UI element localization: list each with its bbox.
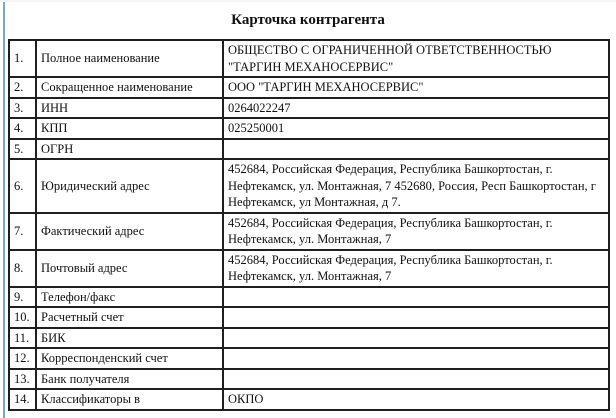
- document-page: [8, 10, 608, 411]
- table-row: [9, 287, 609, 308]
- row-label: Юридический адрес: [36, 159, 223, 213]
- row-value: 452684, Российская Федерация, Республика Башкортостан, г. Нефтекамск, ул. Монтажная, 7 452680, Россия, Респ Башкортостан, г Нефтекамск, ул Монтажная, д 7.: [223, 159, 609, 213]
- row-number: 1.: [9, 40, 36, 77]
- row-value: [223, 328, 609, 349]
- table-row: [9, 389, 609, 410]
- table-row: [9, 369, 609, 390]
- row-value: [223, 139, 609, 160]
- table-row: [9, 307, 609, 328]
- row-number: 6.: [9, 159, 36, 213]
- row-label: Классификаторы в: [36, 389, 223, 410]
- table-row: [9, 348, 609, 369]
- row-value: 025250001: [223, 118, 609, 139]
- row-label: Полное наименование: [36, 40, 223, 77]
- row-number: 8.: [9, 250, 36, 287]
- row-label: ИНН: [36, 98, 223, 119]
- row-value: [223, 287, 609, 308]
- table-row: [9, 250, 609, 287]
- row-label: ОГРН: [36, 139, 223, 160]
- page-edge-line: [3, 2, 5, 418]
- contractor-table-body: [9, 40, 609, 410]
- table-row: [9, 328, 609, 349]
- row-label: КПП: [36, 118, 223, 139]
- row-label: БИК: [36, 328, 223, 349]
- table-row: [9, 77, 609, 98]
- table-row: [9, 118, 609, 139]
- row-number: 2.: [9, 77, 36, 98]
- table-row: [9, 213, 609, 250]
- row-label: Сокращенное наименование: [36, 77, 223, 98]
- table-row: [9, 98, 609, 119]
- row-number: 14.: [9, 389, 36, 410]
- row-value: ОКПО: [223, 389, 609, 410]
- row-label: Расчетный счет: [36, 307, 223, 328]
- row-number: 3.: [9, 98, 36, 119]
- row-number: 5.: [9, 139, 36, 160]
- row-number: 10.: [9, 307, 36, 328]
- row-label: Фактический адрес: [36, 213, 223, 250]
- row-number: 9.: [9, 287, 36, 308]
- page-title: Карточка контрагента: [231, 12, 385, 28]
- table-row: [9, 159, 609, 213]
- row-value: [223, 348, 609, 369]
- row-value: 452684, Российская Федерация, Республика Башкортостан, г. Нефтекамск, ул. Монтажная, 7: [223, 250, 609, 287]
- row-number: 4.: [9, 118, 36, 139]
- row-value: ООО "ТАРГИН МЕХАНОСЕРВИС": [223, 77, 609, 98]
- row-value: [223, 307, 609, 328]
- row-number: 13.: [9, 369, 36, 390]
- table-row: [9, 139, 609, 160]
- row-label: Банк получателя: [36, 369, 223, 390]
- row-number: 7.: [9, 213, 36, 250]
- row-number: 11.: [9, 328, 36, 349]
- row-value: 452684, Российская Федерация, Республика Башкортостан, г. Нефтекамск, ул. Монтажная, 7: [223, 213, 609, 250]
- row-label: Почтовый адрес: [36, 250, 223, 287]
- row-label: Телефон/факс: [36, 287, 223, 308]
- row-value: [223, 369, 609, 390]
- row-value: ОБЩЕСТВО С ОГРАНИЧЕННОЙ ОТВЕТСТВЕННОСТЬЮ "ТАРГИН МЕХАНОСЕРВИС": [223, 40, 609, 77]
- table-row: [9, 40, 609, 77]
- row-value: 0264022247: [223, 98, 609, 119]
- row-number: 12.: [9, 348, 36, 369]
- row-label: Корреспонденский счет: [36, 348, 223, 369]
- contractor-card-table: [8, 39, 610, 411]
